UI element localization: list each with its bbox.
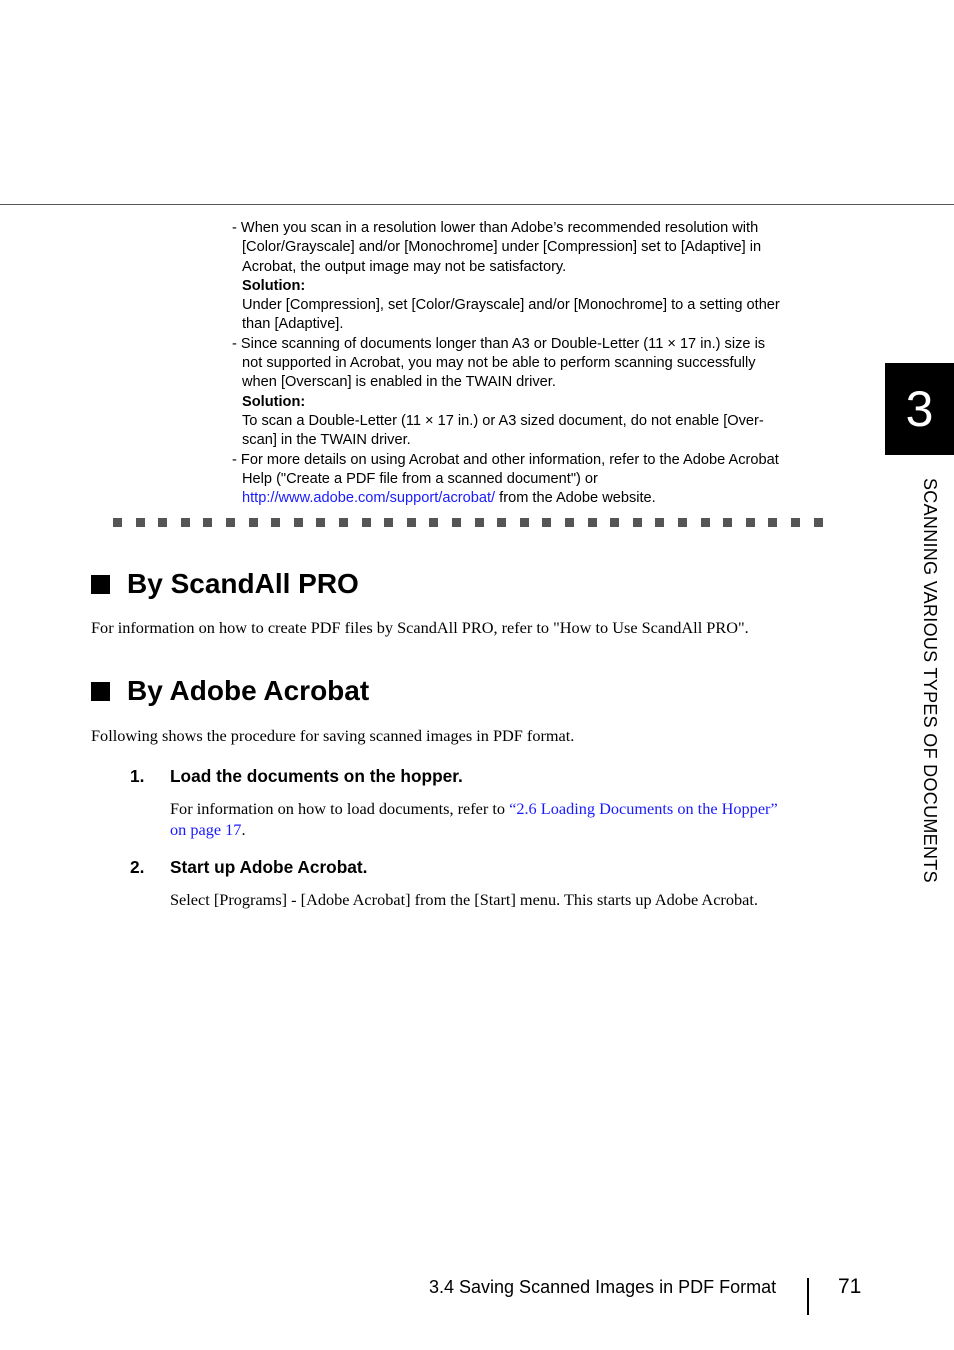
separator-dot [701, 518, 710, 527]
note-1-line-3: Acrobat, the output image may not be satisfactory. [242, 258, 567, 275]
separator-dot [226, 518, 235, 527]
section-heading-acrobat-text: By Adobe Acrobat [127, 675, 370, 706]
separator-dot [158, 518, 167, 527]
note-1-solution-line-1: Under [Compression], set [Color/Grayscale] and/or [Monochrome] to a setting other [242, 297, 780, 314]
separator-dot [768, 518, 777, 527]
separator-dot [814, 518, 823, 527]
chapter-tab: 3 [885, 363, 954, 455]
note-2-line-2: not supported in Acrobat, you may not be able to perform scanning successfully [242, 355, 756, 372]
step-1-title-text: Load the documents on the hopper. [170, 766, 463, 786]
separator-dot [610, 518, 619, 527]
adobe-support-link[interactable]: http://www.adobe.com/support/acrobat/ [242, 490, 496, 507]
step-1-text-after: . [241, 820, 246, 839]
separator-dot [633, 518, 642, 527]
separator-dot [316, 518, 325, 527]
loading-documents-link[interactable]: “2.6 Loading Documents on the Hopper” [509, 799, 778, 818]
separator-dot [271, 518, 280, 527]
section-heading-acrobat [91, 675, 369, 707]
scandall-body: For information on how to create PDF files by ScandAll PRO, refer to "How to Use ScandAll PRO". [91, 618, 749, 637]
step-1-title [130, 766, 463, 786]
note-2-solution-line-1: To scan a Double-Letter (11 × 17 in.) or A3 sized document, do not enable [Over- [242, 412, 764, 429]
step-1-text [170, 798, 840, 840]
separator-dot [294, 518, 303, 527]
acrobat-body: Following shows the procedure for saving scanned images in PDF format. [91, 726, 575, 745]
separator-dot [452, 518, 461, 527]
separator-dot [429, 518, 438, 527]
note-1-solution-line-2: than [Adaptive]. [242, 316, 344, 333]
section-heading-scandall [91, 568, 359, 600]
footer-section-title: 3.4 Saving Scanned Images in PDF Format [429, 1277, 777, 1297]
separator-dot [362, 518, 371, 527]
separator-dot [542, 518, 551, 527]
step-2-title-text: Start up Adobe Acrobat. [170, 857, 368, 877]
separator-dot [475, 518, 484, 527]
footer-divider [807, 1278, 809, 1315]
step-1-number: 1. [130, 766, 145, 786]
separator-dot [791, 518, 800, 527]
note-3-line-3 [232, 489, 842, 508]
separator-dot [113, 518, 122, 527]
header-rule [0, 204, 954, 205]
note-3-line-2: Help ("Create a PDF file from a scanned document") or [242, 470, 598, 487]
separator-dot [655, 518, 664, 527]
adobe-link-suffix: from the Adobe website. [495, 490, 656, 507]
separator-dot [520, 518, 529, 527]
note-2-line-3: when [Overscan] is enabled in the TWAIN driver. [242, 374, 556, 391]
step-2-text: Select [Programs] - [Adobe Acrobat] from the [Start] menu. This starts up Adobe Acrobat. [170, 890, 758, 909]
note-2-line-1: - Since scanning of documents longer than A3 or Double-Letter (11 × 17 in.) size is [232, 335, 766, 352]
separator-dot [407, 518, 416, 527]
note-1-solution-label: Solution: [242, 277, 306, 294]
separator-dot [678, 518, 687, 527]
note-1-line-1: - When you scan in a resolution lower than Adobe’s recommended resolution with [232, 220, 759, 236]
note-2-solution-label: Solution: [242, 393, 306, 410]
section-heading-scandall-text: By ScandAll PRO [127, 568, 359, 599]
separator-dot [588, 518, 597, 527]
step-2-number: 2. [130, 857, 145, 877]
heading-square-icon [91, 682, 110, 701]
step-1-text-before: For information on how to load documents, refer to [170, 799, 510, 818]
separator-dot [181, 518, 190, 527]
note-end-separator [113, 518, 833, 528]
separator-dot [746, 518, 755, 527]
heading-square-icon [91, 575, 110, 594]
separator-dot [203, 518, 212, 527]
separator-dot [249, 518, 258, 527]
separator-dot [136, 518, 145, 527]
note-1-line-2: [Color/Grayscale] and/or [Monochrome] under [Compression] set to [Adaptive] in [242, 239, 762, 256]
separator-dot [339, 518, 348, 527]
page-number: 71 [838, 1275, 862, 1298]
separator-dot [497, 518, 506, 527]
note-3-line-1: - For more details on using Acrobat and other information, refer to the Adobe Acrobat [232, 451, 779, 468]
note-block [232, 219, 842, 508]
page-17-link[interactable]: on page 17 [170, 820, 242, 839]
chapter-side-label: SCANNING VARIOUS TYPES OF DOCUMENTS [920, 478, 940, 883]
separator-dot [384, 518, 393, 527]
note-2-solution-line-2: scan] in the TWAIN driver. [242, 432, 411, 449]
separator-dot [723, 518, 732, 527]
step-2-title [130, 857, 367, 877]
separator-dot [565, 518, 574, 527]
